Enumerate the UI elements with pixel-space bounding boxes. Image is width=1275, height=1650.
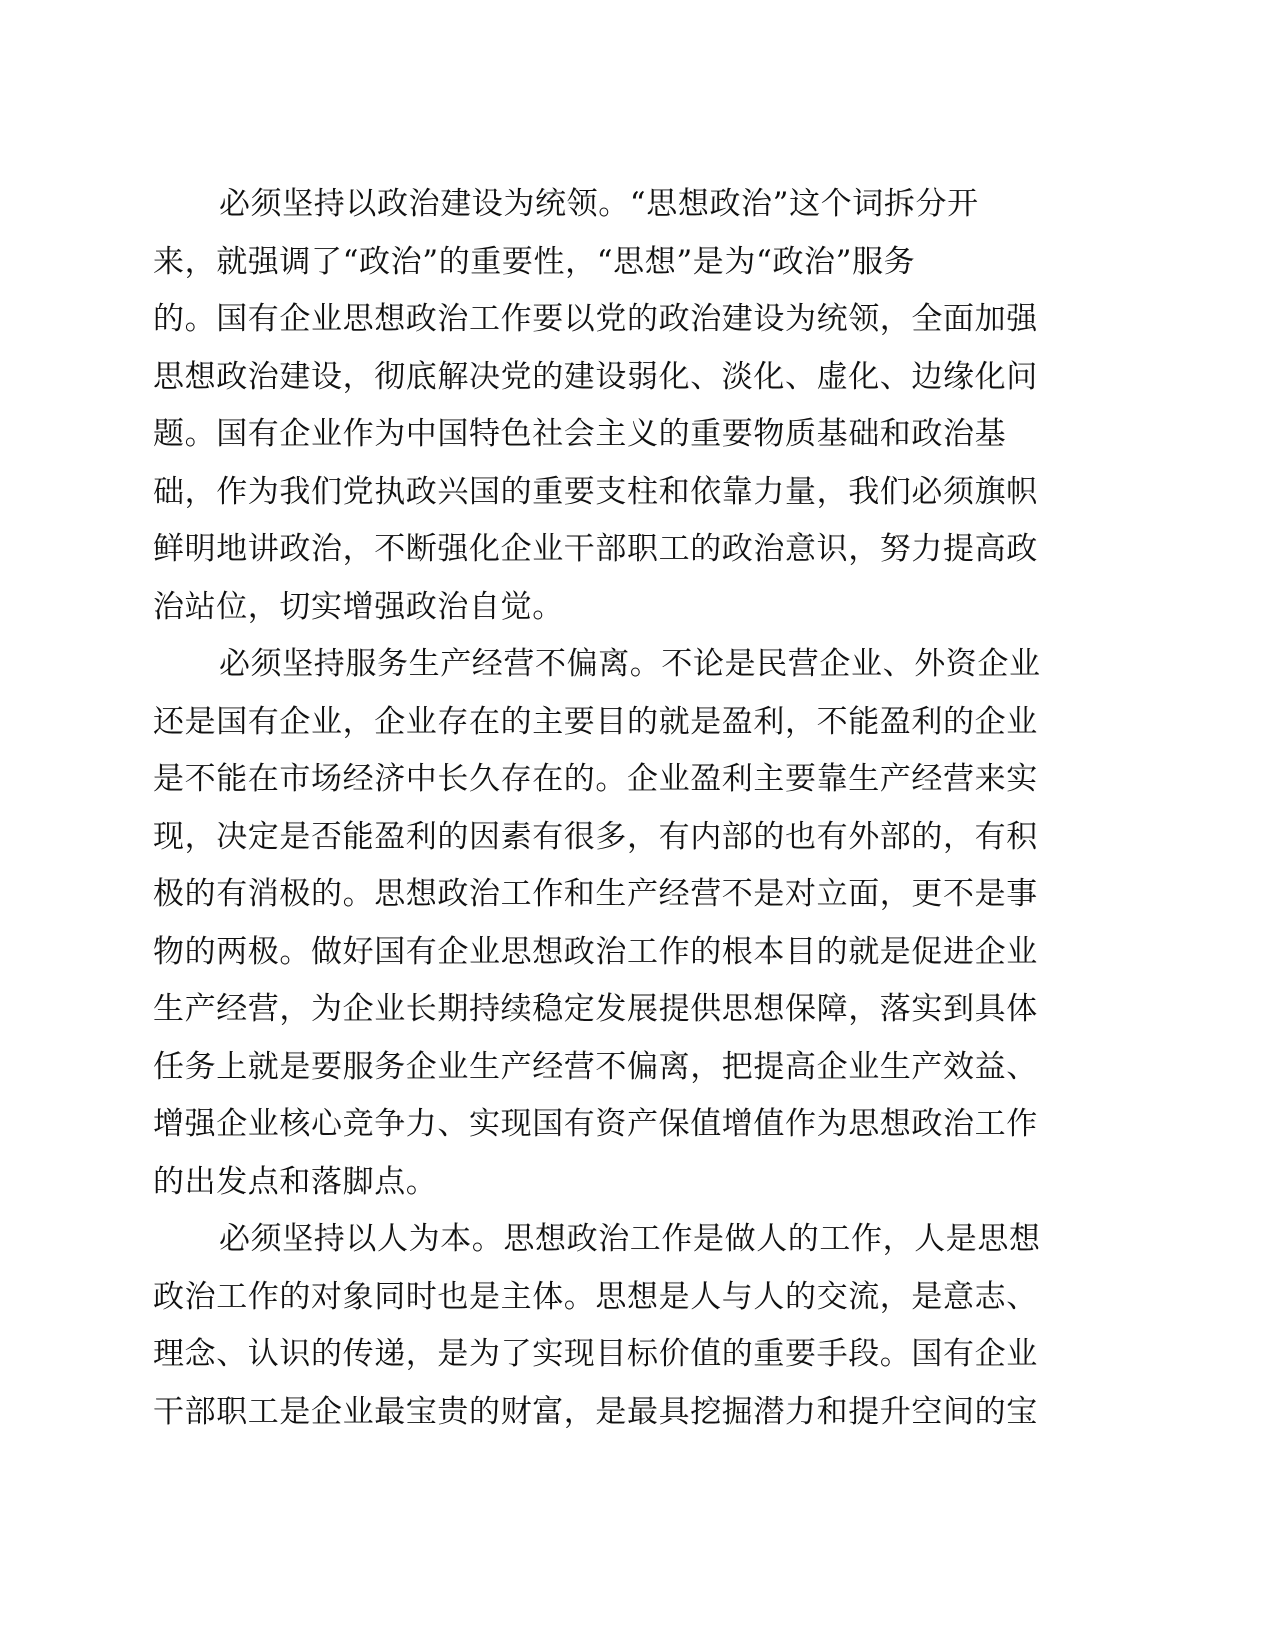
document-body — [153, 176, 1083, 1441]
paragraph-line: 来，就强调了“政治”的重要性，“思想”是为“政治”服务 — [153, 243, 916, 280]
paragraph-line: 的出发点和落脚点。 — [153, 1163, 438, 1200]
paragraph-line: 的。国有企业思想政治工作要以党的政治建设为统领，全面加强 — [153, 301, 1038, 337]
paragraph-line: 物的两极。做好国有企业思想政治工作的根本目的就是促进企业 — [153, 933, 1038, 970]
paragraph-serve-production — [153, 636, 1083, 1211]
paragraph-line: 必须坚持以人为本。思想政治工作是做人的工作，人是思想 — [219, 1221, 1041, 1257]
paragraph-line: 必须坚持服务生产经营不偏离。不论是民营企业、外资企业 — [219, 646, 1041, 682]
paragraph-line: 理念、认识的传递，是为了实现目标价值的重要手段。国有企业 — [153, 1336, 1038, 1372]
paragraph-line: 础，作为我们党执政兴国的重要支柱和依靠力量，我们必须旗帜 — [153, 473, 1038, 510]
paragraph-political-construction — [153, 176, 1083, 636]
paragraph-line: 思想政治建设，彻底解决党的建设弱化、淡化、虚化、边缘化问 — [153, 358, 1038, 395]
paragraph-line: 必须坚持以政治建设为统领。“思想政治”这个词拆分开 — [219, 186, 979, 222]
paragraph-line: 治站位，切实增强政治自觉。 — [153, 588, 564, 625]
paragraph-line: 任务上就是要服务企业生产经营不偏离，把提高企业生产效益、 — [153, 1048, 1038, 1085]
paragraph-line: 干部职工是企业最宝贵的财富，是最具挖掘潜力和提升空间的宝 — [153, 1393, 1038, 1430]
paragraph-line: 增强企业核心竞争力、实现国有资产保值增值作为思想政治工作 — [153, 1106, 1038, 1142]
paragraph-line: 政治工作的对象同时也是主体。思想是人与人的交流，是意志、 — [153, 1278, 1038, 1315]
paragraph-line: 生产经营，为企业长期持续稳定发展提供思想保障，落实到具体 — [153, 991, 1038, 1027]
paragraph-line: 题。国有企业作为中国特色社会主义的重要物质基础和政治基 — [153, 416, 1007, 452]
paragraph-line: 鲜明地讲政治，不断强化企业干部职工的政治意识，努力提高政 — [153, 531, 1038, 567]
paragraph-line: 是不能在市场经济中长久存在的。企业盈利主要靠生产经营来实 — [153, 761, 1038, 797]
paragraph-line: 现，决定是否能盈利的因素有很多，有内部的也有外部的，有积 — [153, 818, 1038, 855]
paragraph-line: 还是国有企业，企业存在的主要目的就是盈利，不能盈利的企业 — [153, 703, 1038, 740]
paragraph-line: 极的有消极的。思想政治工作和生产经营不是对立面，更不是事 — [153, 876, 1038, 912]
paragraph-people-oriented — [153, 1211, 1083, 1441]
